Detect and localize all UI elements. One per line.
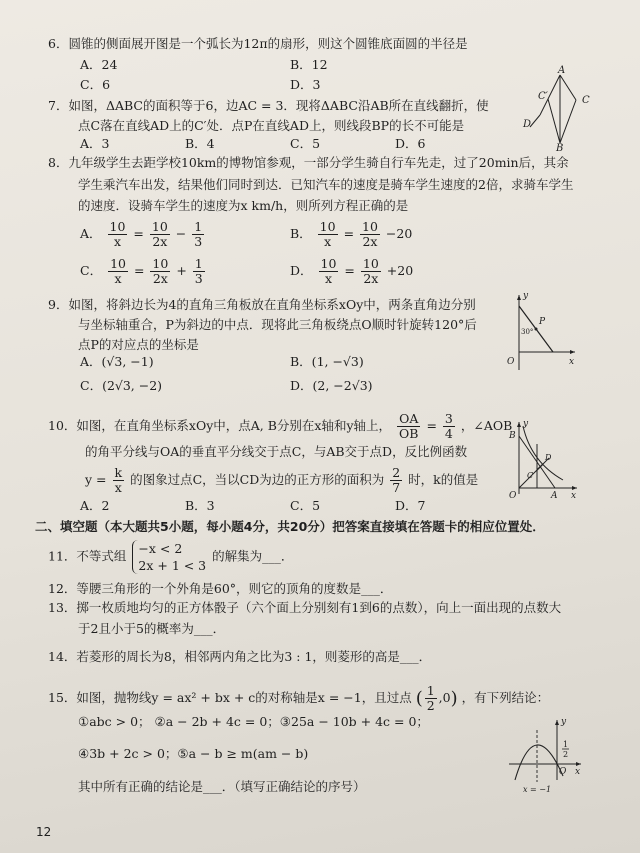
- q9-coordinate-figure: [505, 290, 580, 375]
- q15-parabola-figure: [505, 716, 587, 794]
- q7-label-c: C: [582, 95, 590, 106]
- q9-option-d: D．(2, −2√3): [290, 378, 373, 393]
- q7-triangle-figure: [520, 65, 600, 154]
- q7-option-b: B．4: [185, 136, 215, 151]
- q8-option-b: B． $\frac{10}{x}$ = $\frac{10}{2x}$ −20: [290, 219, 413, 249]
- q15-label-x: x: [575, 767, 581, 777]
- q8-line1: 8．九年级学生去距学校10km的博物馆参观，一部分学生骑自行车先走，过了20min后，其余: [48, 155, 569, 170]
- q11-inequality-system: −x < 2 2x + 1 < 3: [132, 540, 206, 574]
- q10-option-c: C．5: [290, 498, 321, 513]
- q15-line1: 15．如图，抛物线y = ax² + bx + c的对称轴是x = −1，且过点 ( $\frac{1}{2}$ ,0) ，有下列结论：: [48, 683, 550, 713]
- q10-label-d: D: [545, 453, 552, 462]
- q9-label-o: O: [507, 357, 515, 367]
- q7-option-a: A．3: [80, 136, 110, 151]
- q6-option-d: D．3: [290, 77, 321, 92]
- q9-line1: 9．如图，将斜边长为4的直角三角板放在直角坐标系xOy中，两条直角边分别: [48, 297, 476, 312]
- q6-stem: 6．圆锥的侧面展开图是一个弧长为12π的扇形，则这个圆锥底面圆的半径是: [48, 36, 468, 51]
- q12: 12．等腰三角形的一个外角是60°，则它的顶角的度数是___．: [48, 581, 393, 596]
- q7-option-c: C．5: [290, 136, 321, 151]
- q13-line1: 13．掷一枚质地均匀的正方体骰子（六个面上分别刻有1到6的点数），向上一面出现的点数大: [48, 600, 562, 615]
- q7-line1: 7．如图，ΔABC的面积等于6，边AC = 3．现将ΔABC沿AB所在直线翻折，使: [48, 98, 489, 113]
- q7-label-a: A: [558, 65, 566, 76]
- q9-line3: 点P的对应点的坐标是: [78, 337, 199, 352]
- q10-line2: 的角平分线与OA的垂直平分线交于点C，与AB交于点D，反比例函数: [85, 444, 468, 459]
- q13-line2: 于2且小于5的概率为___．: [78, 621, 226, 636]
- q8-line2: 学生乘汽车出发，结果他们同时到达．已知汽车的速度是骑车学生速度的2倍，求骑车学生: [78, 177, 574, 192]
- section-2-heading: 二、填空题（本大题共5小题，每小题4分，共20分）把答案直接填在答题卡的相应位置处．: [35, 519, 545, 534]
- q9-label-p: P: [539, 317, 546, 327]
- q10-option-b: B．3: [185, 498, 215, 513]
- page-number: 12: [36, 825, 52, 839]
- q7-line2: 点C落在直线AD上的C′处．点P在直线AD上，则线段BP的长不可能是: [78, 118, 465, 133]
- q7-label-b: B: [556, 143, 564, 154]
- q10-option-d: D．7: [395, 498, 426, 513]
- q8-option-c: C． $\frac{10}{x}$ = $\frac{10}{2x}$ + $\frac{1}{3}$: [80, 256, 203, 286]
- q9-label-y: y: [523, 291, 529, 301]
- q10-line3: y = $\frac{k}{x}$ 的图象过点C，当以CD为边的正方形的面积为 $\frac{2}{7}$ 时，k的值是: [85, 465, 479, 495]
- q9-option-c: C．(2√3, −2): [80, 378, 163, 393]
- q10-coordinate-figure: [505, 418, 585, 500]
- q11: 11．不等式组 −x < 2 2x + 1 < 3 的解集为___．: [48, 541, 294, 573]
- q9-label-angle: 30°: [521, 328, 534, 336]
- q10-label-a: A: [551, 491, 558, 501]
- q6-option-b: B．12: [290, 57, 328, 72]
- q7-option-d: D．6: [395, 136, 426, 151]
- q14: 14．若菱形的周长为8，相邻两内角之比为3 : 1，则菱形的高是___．: [48, 649, 432, 664]
- q7-label-d: D: [523, 119, 532, 130]
- q6-option-c: C．6: [80, 77, 111, 92]
- q6-option-a: A．24: [80, 57, 118, 72]
- q15-label-axis: x = −1: [523, 785, 552, 794]
- q8-line3: 的速度．设骑车学生的速度为x km/h，则所列方程正确的是: [78, 198, 409, 213]
- q8-option-a: A． $\frac{10}{x}$ = $\frac{10}{2x}$ − $\frac{1}{3}$: [80, 219, 203, 249]
- q15-label-frac-n: 1: [563, 740, 569, 749]
- q10-label-x: x: [571, 491, 577, 501]
- q10-label-o: O: [509, 491, 517, 501]
- q15-label-frac-d: 2: [563, 750, 569, 759]
- q10-label-c: C: [527, 471, 534, 480]
- q9-label-x: x: [569, 357, 575, 367]
- q15-line2: ①abc > 0； ②a − 2b + 4c = 0；③25a − 10b + 4c = 0；: [78, 714, 429, 729]
- q7-label-c-prime: C′: [538, 91, 548, 102]
- q9-option-b: B．(1, −√3): [290, 354, 364, 369]
- q8-option-d: D． $\frac{10}{x}$ = $\frac{10}{2x}$ +20: [290, 256, 414, 286]
- q10-label-y: y: [523, 419, 529, 429]
- q10-line1: 10．如图，在直角坐标系xOy中，点A, B分别在x轴和y轴上， $\frac{OA}{OB}$ = $\frac{3}{4}$ ，∠AOB: [48, 411, 513, 441]
- q9-option-a: A．(√3, −1): [80, 354, 154, 369]
- q10-label-b: B: [509, 431, 516, 441]
- q15-label-o: O: [559, 767, 567, 777]
- q15-label-y: y: [561, 717, 567, 727]
- q15-line4: 其中所有正确的结论是___．（填写正确结论的序号）: [78, 779, 366, 794]
- q15-line3: ④3b + 2c > 0；⑤a − b ≥ m(am − b): [78, 746, 309, 761]
- q10-option-a: A．2: [80, 498, 110, 513]
- q9-line2: 与坐标轴重合，P为斜边的中点．现将此三角板绕点O顺时针旋转120°后: [78, 317, 477, 332]
